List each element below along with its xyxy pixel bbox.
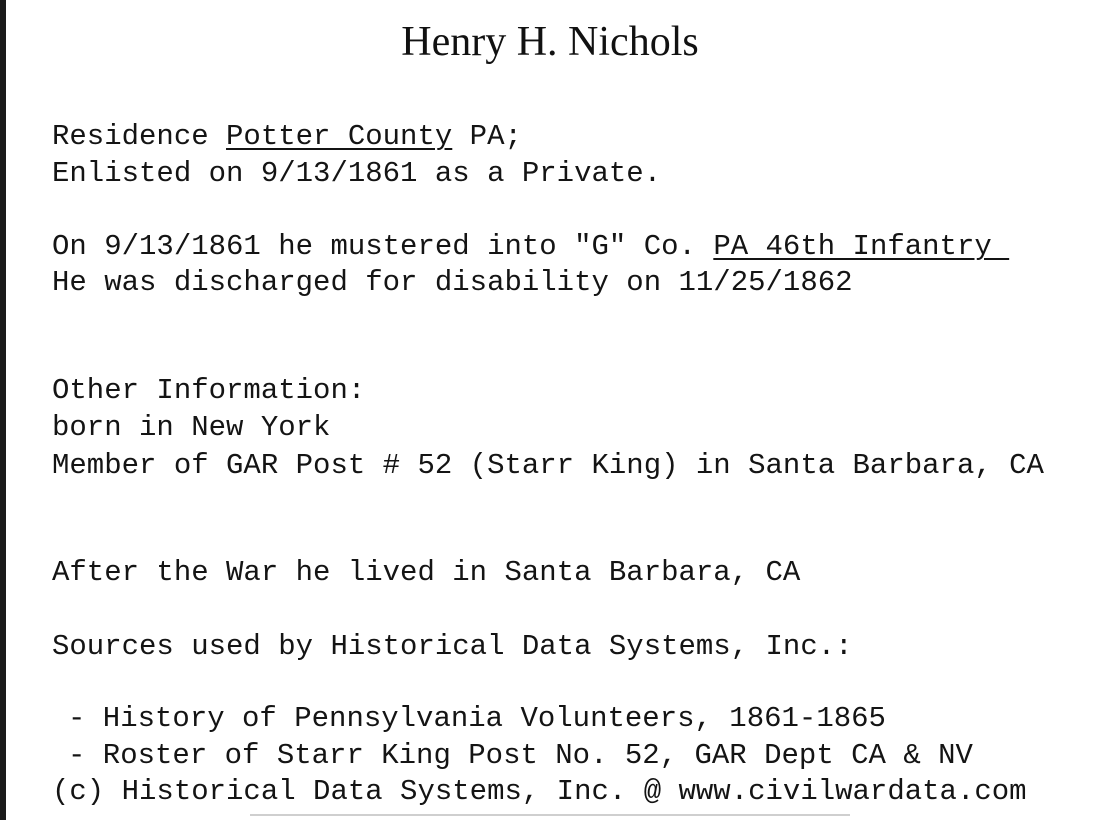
residence-suffix: PA; <box>452 120 522 153</box>
other-info-item: Member of GAR Post # 52 (Starr King) in Santa Barbara, CA <box>52 449 1044 482</box>
after-war-line: After the War he lived in Santa Barbara, CA <box>52 556 801 589</box>
discharged-line: He was discharged for disability on 11/25/1862 <box>52 266 853 299</box>
residence-county-link[interactable]: Potter County <box>226 120 453 153</box>
source-item: - History of Pennsylvania Volunteers, 1861-1865 <box>68 702 886 735</box>
sources-heading: Sources used by Historical Data Systems, Inc.: <box>52 630 853 663</box>
other-info-heading: Other Information: <box>52 374 366 407</box>
copyright-line: (c) Historical Data Systems, Inc. @ www.civilwardata.com <box>52 775 1027 808</box>
scan-left-edge <box>0 0 6 820</box>
source-item: - Roster of Starr King Post No. 52, GAR Dept CA & NV <box>68 739 973 772</box>
page-title: Henry H. Nichols <box>401 19 699 65</box>
unit-link[interactable]: PA 46th Infantry <box>713 230 1010 263</box>
other-info-item: born in New York <box>52 411 331 444</box>
residence-prefix: Residence <box>52 120 227 153</box>
mustered-prefix: On 9/13/1861 he mustered into "G" Co. <box>52 230 714 263</box>
residence-line <box>52 119 522 155</box>
bottom-rule <box>250 814 850 816</box>
mustered-line <box>52 229 1009 265</box>
enlisted-line: Enlisted on 9/13/1861 as a Private. <box>52 157 662 190</box>
